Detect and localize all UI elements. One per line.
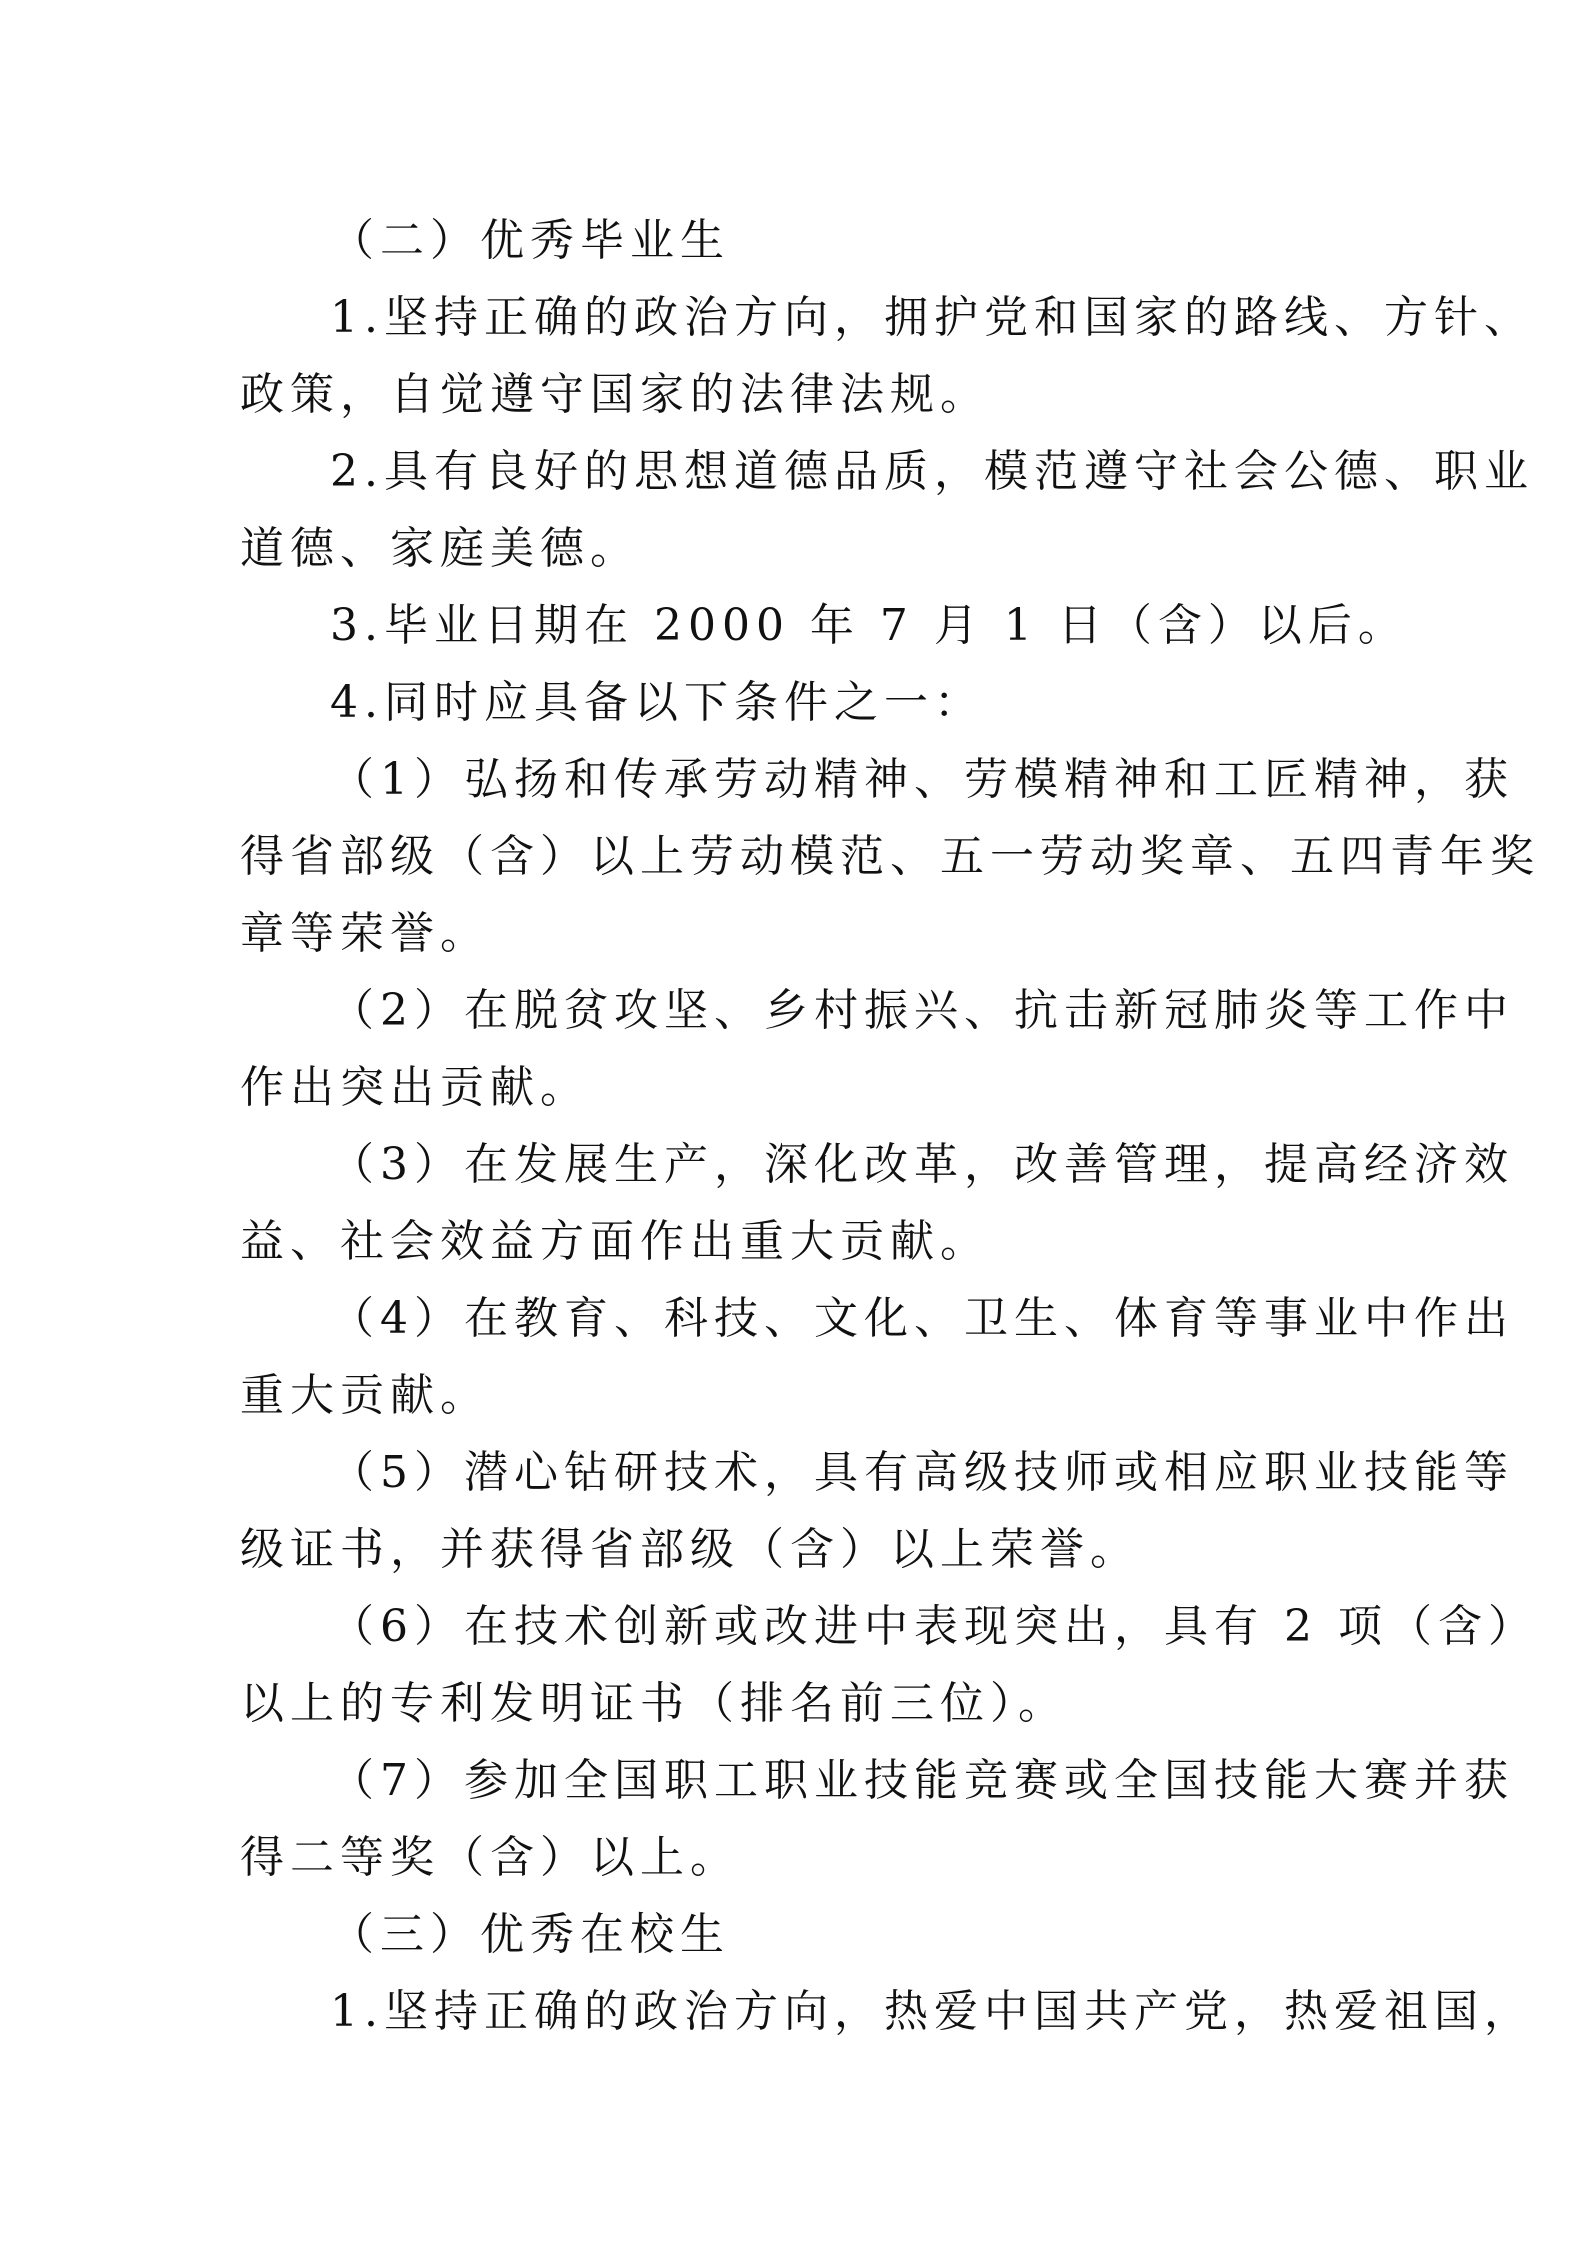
paragraph-line: 1.坚持正确的政治方向，热爱中国共产党，热爱祖国，	[330, 1986, 1534, 2037]
list-item-line: 重大贡献。	[240, 1370, 490, 1421]
list-item-line: 级证书，并获得省部级（含）以上荣誉。	[240, 1524, 1140, 1575]
list-item-line: （6）在技术创新或改进中表现突出，具有 2 项（含）	[330, 1601, 1538, 1652]
list-item-line: 以上的专利发明证书（排名前三位）。	[240, 1678, 1068, 1729]
list-item-line: 作出突出贡献。	[240, 1062, 590, 1113]
list-item-line: （4）在教育、科技、文化、卫生、体育等事业中作出	[330, 1293, 1514, 1344]
section-heading-excellent-graduates: （二）优秀毕业生	[330, 215, 730, 266]
list-item-line: （2）在脱贫攻坚、乡村振兴、抗击新冠肺炎等工作中	[330, 985, 1514, 1036]
paragraph-line: 2.具有良好的思想道德品质，模范遵守社会公德、职业	[330, 446, 1534, 497]
paragraph-line: 4.同时应具备以下条件之一：	[330, 677, 984, 728]
list-item-line: （3）在发展生产，深化改革，改善管理，提高经济效	[330, 1139, 1514, 1190]
paragraph-line: 3.毕业日期在 2000 年 7 月 1 日（含）以后。	[330, 600, 1408, 651]
list-item-line: 得省部级（含）以上劳动模范、五一劳动奖章、五四青年奖	[240, 831, 1540, 882]
list-item-line: 益、社会效益方面作出重大贡献。	[240, 1216, 990, 1267]
paragraph-line: 1.坚持正确的政治方向，拥护党和国家的路线、方针、	[330, 292, 1534, 343]
section-heading-excellent-students: （三）优秀在校生	[330, 1909, 730, 1960]
paragraph-line: 道德、家庭美德。	[240, 523, 640, 574]
paragraph-line: 政策，自觉遵守国家的法律法规。	[240, 369, 990, 420]
list-item-line: 章等荣誉。	[240, 908, 490, 959]
list-item-line: 得二等奖（含）以上。	[240, 1832, 740, 1883]
list-item-line: （1）弘扬和传承劳动精神、劳模精神和工匠精神，获	[330, 754, 1514, 805]
list-item-line: （5）潜心钻研技术，具有高级技师或相应职业技能等	[330, 1447, 1514, 1498]
list-item-line: （7）参加全国职工职业技能竞赛或全国技能大赛并获	[330, 1755, 1514, 1806]
